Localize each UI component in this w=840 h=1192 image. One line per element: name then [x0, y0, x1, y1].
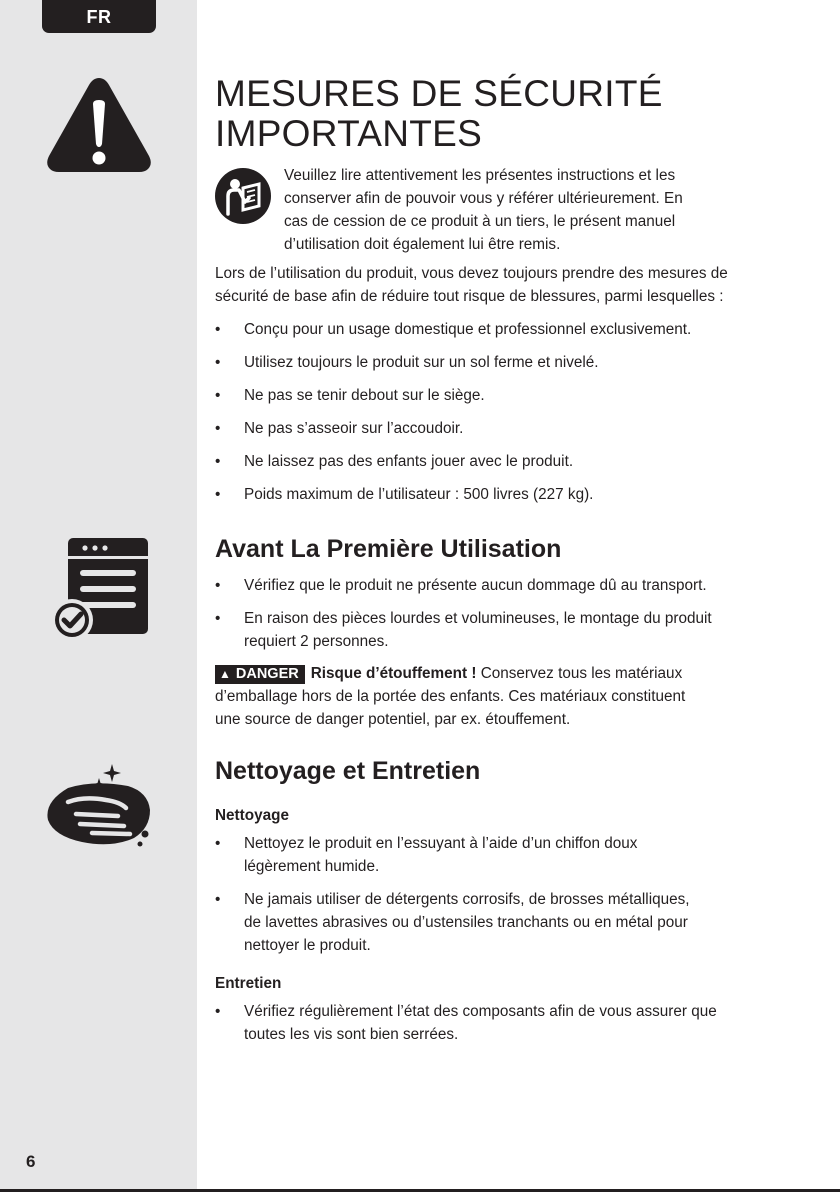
intro-text: Veuillez lire attentivement les présentes instructions et les conserver afin de pouvoir vous y référer ultérieurement. En cas de cession de ce produit à un tiers, le présent manuel d’utilisation doit également lui être remis. — [284, 167, 683, 253]
maintenance-list — [215, 1000, 795, 1046]
list-item: • Ne jamais utiliser de détergents corrosifs, de brosses métalliques, de lavettes abrasives ou d’ustensiles tranchants ou en métal pour nettoyer le produit. — [215, 888, 795, 957]
subtitle-maintenance: Entretien — [215, 975, 282, 992]
danger-warning — [215, 662, 795, 731]
checklist-document-icon — [48, 536, 152, 644]
list-item: • Vérifiez régulièrement l’état des composants afin de vous assurer que toutes les vis sont bien serrées. — [215, 1000, 795, 1046]
language-tab: FR — [42, 0, 156, 33]
list-item: • Utilisez toujours le produit sur un sol ferme et nivelé. — [215, 351, 795, 374]
page-title: MESURES DE SÉCURITÉ IMPORTANTES — [215, 73, 663, 154]
list-item: • Ne laissez pas des enfants jouer avec le produit. — [215, 450, 795, 473]
section-title-cleaning: Nettoyage et Entretien — [215, 757, 481, 785]
list-item: • Vérifiez que le produit ne présente aucun dommage dû au transport. — [215, 574, 795, 597]
warning-small-icon: ▲ — [219, 667, 231, 681]
safety-paragraph: Lors de l’utilisation du produit, vous devez toujours prendre des mesures de sécurité de base afin de réduire tout risque de blessures, parmi lesquelles : — [215, 265, 728, 305]
danger-badge — [215, 665, 305, 684]
safety-list — [215, 318, 795, 506]
danger-text: Conservez tous les matériaux — [480, 665, 683, 682]
warning-icon — [45, 74, 153, 174]
first-use-list — [215, 574, 795, 653]
list-item: • En raison des pièces lourdes et volumineuses, le montage du produit requiert 2 personnes. — [215, 607, 795, 653]
list-item: • Ne pas s’asseoir sur l’accoudoir. — [215, 417, 795, 440]
subtitle-cleaning: Nettoyage — [215, 807, 289, 824]
danger-title: Risque d’étouffement ! — [310, 665, 477, 682]
section-title-first-use: Avant La Première Utilisation — [215, 535, 562, 563]
cleaning-list — [215, 832, 795, 957]
cleaning-hand-icon — [46, 758, 158, 850]
list-item: • Poids maximum de l’utilisateur : 500 livres (227 kg). — [215, 483, 795, 506]
page-number: 6 — [26, 1152, 36, 1171]
list-item: • Nettoyez le produit en l’essuyant à l’aide d’un chiffon doux légèrement humide. — [215, 832, 795, 878]
sidebar — [0, 0, 197, 1192]
danger-text-rest: d’emballage hors de la portée des enfants. Ces matériaux constituent une source de danger potentiel, par ex. étouffement. — [215, 688, 686, 728]
danger-label: DANGER — [235, 666, 299, 682]
read-manual-icon — [215, 168, 271, 224]
list-item: • Ne pas se tenir debout sur le siège. — [215, 384, 795, 407]
list-item: • Conçu pour un usage domestique et professionnel exclusivement. — [215, 318, 795, 341]
